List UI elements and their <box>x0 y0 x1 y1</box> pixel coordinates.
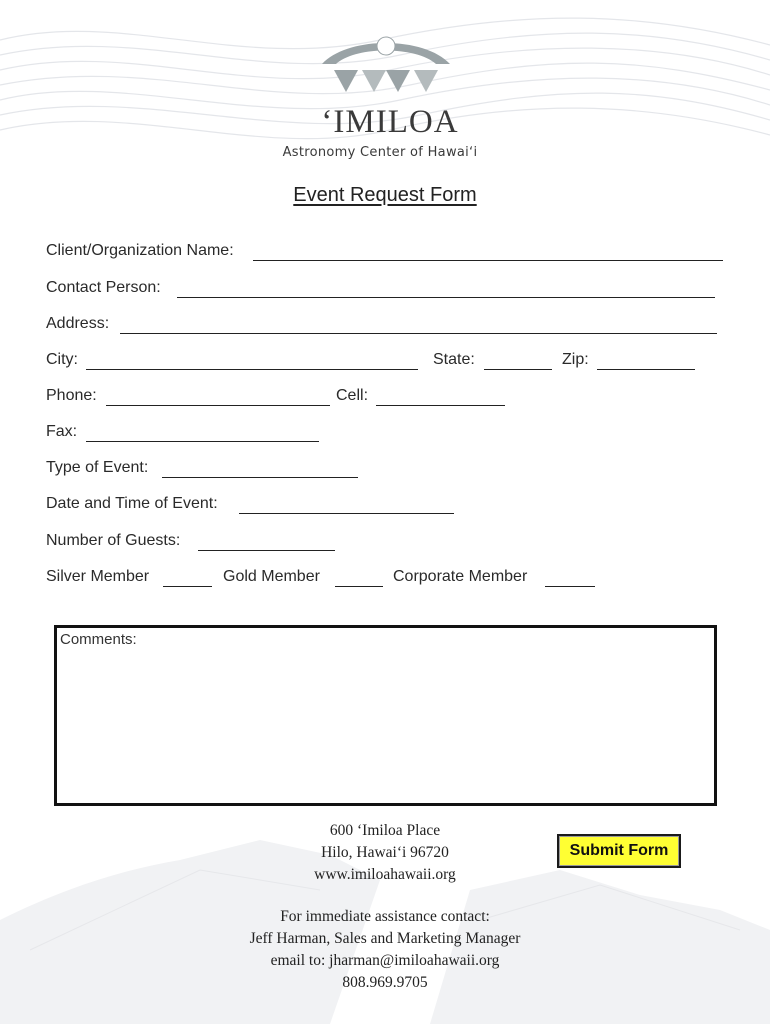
page-title <box>0 184 770 207</box>
form-title-text: Event Request Form <box>293 184 477 206</box>
client-org-label: Client/Organization Name: <box>46 242 234 259</box>
contact-person-label: Contact Person: <box>46 279 161 296</box>
row-guests <box>46 532 726 552</box>
address-line-2: Hilo, Hawaiʻi 96720 <box>321 844 449 861</box>
date-time-field[interactable] <box>239 513 454 514</box>
footer-address <box>230 820 540 886</box>
guests-label: Number of Guests: <box>46 532 181 549</box>
client-org-field[interactable] <box>253 260 723 261</box>
date-time-label: Date and Time of Event: <box>46 495 218 512</box>
contact-email[interactable]: email to: jharman@imiloahawaii.org <box>270 952 500 969</box>
phone-field[interactable] <box>106 405 330 406</box>
contact-phone: 808.969.9705 <box>342 974 428 991</box>
row-contact-person <box>46 279 726 299</box>
website-link[interactable]: www.imiloahawaii.org <box>314 866 456 883</box>
zip-field[interactable] <box>597 369 695 370</box>
brand-subtitle: Astronomy Center of Hawaiʻi <box>282 145 478 160</box>
imiloa-logo-icon <box>318 30 454 96</box>
row-date-time <box>46 495 726 515</box>
submit-form-button[interactable]: Submit Form <box>557 834 681 868</box>
row-city-state-zip <box>46 351 726 371</box>
brand-name: ʻIMILOA <box>321 104 459 140</box>
contact-name: Jeff Harman, Sales and Marketing Manager <box>249 930 521 947</box>
address-label: Address: <box>46 315 110 332</box>
contact-person-field[interactable] <box>177 297 715 298</box>
fax-label: Fax: <box>46 423 78 440</box>
row-membership <box>46 568 726 588</box>
event-type-label: Type of Event: <box>46 459 149 476</box>
fax-field[interactable] <box>86 441 319 442</box>
corporate-member-label: Corporate Member <box>393 568 528 585</box>
state-label: State: <box>433 351 475 368</box>
gold-member-label: Gold Member <box>223 568 320 585</box>
phone-label: Phone: <box>46 387 97 404</box>
silver-member-field[interactable] <box>163 586 212 587</box>
address-line-1: 600 ʻImiloa Place <box>329 822 441 839</box>
silver-member-label: Silver Member <box>46 568 150 585</box>
cell-field[interactable] <box>376 405 505 406</box>
comments-label: Comments: <box>60 631 137 648</box>
footer-contact <box>170 906 600 994</box>
cell-label: Cell: <box>336 387 369 404</box>
address-field[interactable] <box>120 333 717 334</box>
event-type-field[interactable] <box>162 477 358 478</box>
gold-member-field[interactable] <box>335 586 383 587</box>
corporate-member-field[interactable] <box>545 586 595 587</box>
row-fax <box>46 423 726 443</box>
row-client-org <box>46 242 726 262</box>
row-address <box>46 315 726 335</box>
state-field[interactable] <box>484 369 552 370</box>
row-event-type <box>46 459 726 479</box>
row-phone-cell <box>46 387 726 407</box>
city-field[interactable] <box>86 369 418 370</box>
zip-label: Zip: <box>562 351 589 368</box>
city-label: City: <box>46 351 78 368</box>
guests-field[interactable] <box>198 550 335 551</box>
comments-textarea[interactable] <box>54 625 717 806</box>
assist-intro: For immediate assistance contact: <box>280 908 490 925</box>
